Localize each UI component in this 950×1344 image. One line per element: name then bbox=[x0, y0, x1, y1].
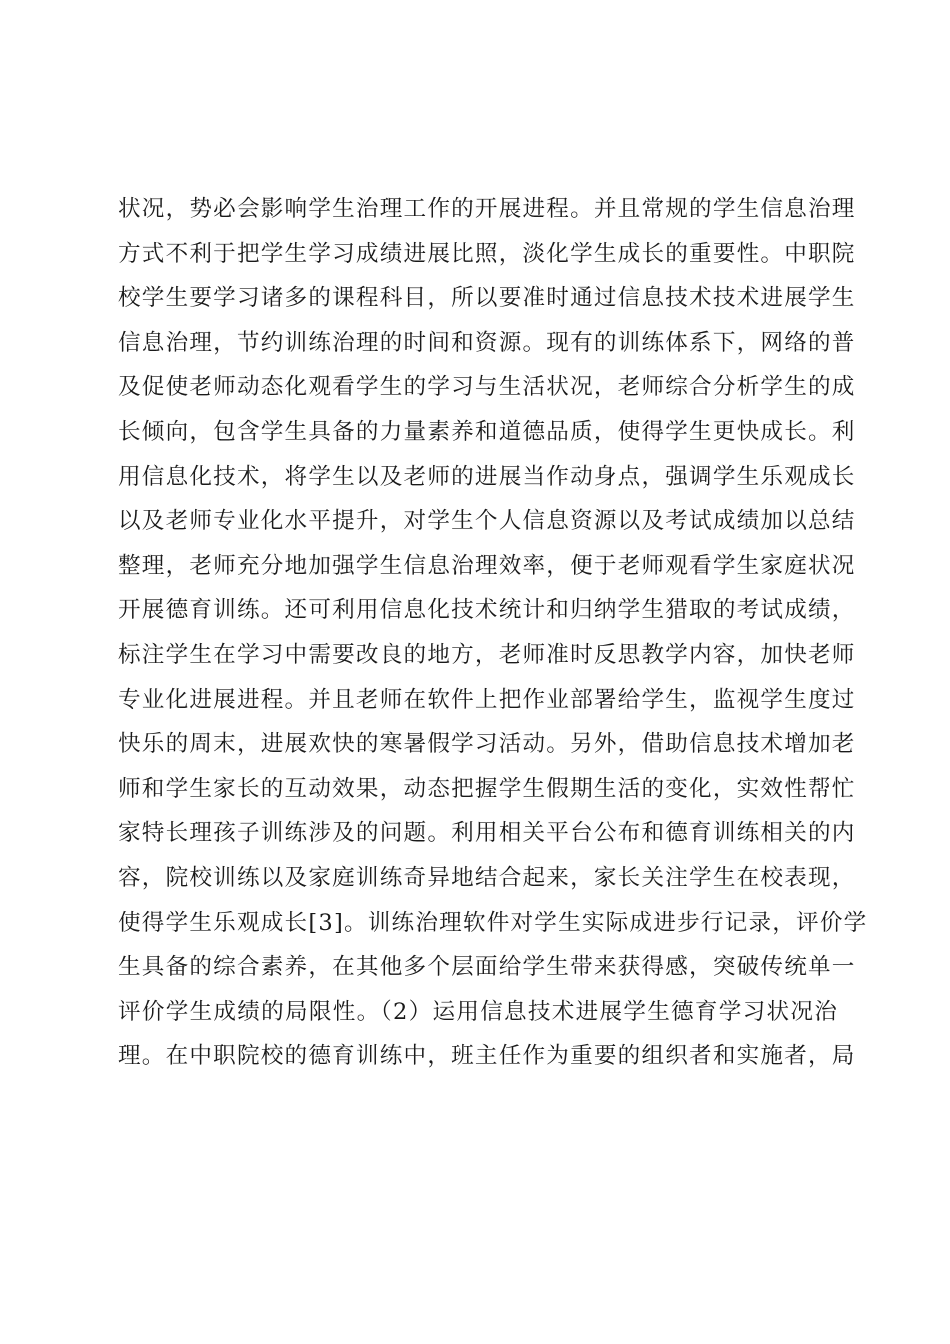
text-line: 容，院校训练以及家庭训练奇异地结合起来，家长关注学生在校表现， bbox=[118, 864, 856, 891]
text-line: 开展德育训练。还可利用信息化技术统计和归纳学生猎取的考试成绩， bbox=[118, 597, 856, 624]
text-line: 信息治理，节约训练治理的时间和资源。现有的训练体系下，网络的普 bbox=[118, 329, 856, 356]
text-line: 专业化进展进程。并且老师在软件上把作业部署给学生，监视学生度过 bbox=[118, 686, 856, 713]
text-line: 快乐的周末，进展欢快的寒暑假学习活动。另外，借助信息技术增加老 bbox=[118, 731, 856, 758]
text-line: 评价学生成绩的局限性。（2）运用信息技术进展学生德育学习状况治 bbox=[118, 998, 838, 1025]
text-line: 以及老师专业化水平提升，对学生个人信息资源以及考试成绩加以总结 bbox=[118, 508, 856, 535]
text-line: 及促使老师动态化观看学生的学习与生活状况，老师综合分析学生的成 bbox=[118, 374, 856, 401]
text-line: 长倾向，包含学生具备的力量素养和道德品质，使得学生更快成长。利 bbox=[118, 418, 856, 445]
text-line: 方式不利于把学生学习成绩进展比照，淡化学生成长的重要性。中职院 bbox=[118, 240, 856, 267]
text-line: 整理，老师充分地加强学生信息治理效率，便于老师观看学生家庭状况 bbox=[118, 552, 856, 579]
text-line: 生具备的综合素养，在其他多个层面给学生带来获得感，突破传统单一 bbox=[118, 954, 856, 981]
text-line: 用信息化技术，将学生以及老师的进展当作动身点，强调学生乐观成长 bbox=[118, 463, 856, 490]
text-line: 标注学生在学习中需要改良的地方，老师准时反思教学内容，加快老师 bbox=[118, 641, 856, 668]
text-line: 校学生要学习诸多的课程科目，所以要准时通过信息技术技术进展学生 bbox=[118, 285, 856, 312]
text-line: 家特长理孩子训练涉及的问题。利用相关平台公布和德育训练相关的内 bbox=[118, 820, 856, 847]
text-line: 理。在中职院校的德育训练中，班主任作为重要的组织者和实施者，局 bbox=[118, 1043, 856, 1070]
text-line: 师和学生家长的互动效果，动态把握学生假期生活的变化，实效性帮忙 bbox=[118, 775, 856, 802]
text-line: 状况，势必会影响学生治理工作的开展进程。并且常规的学生信息治理 bbox=[118, 196, 856, 222]
text-line: 使得学生乐观成长[3]。训练治理软件对学生实际成进步行记录，评价学 bbox=[118, 909, 868, 936]
body-text bbox=[118, 187, 868, 1079]
